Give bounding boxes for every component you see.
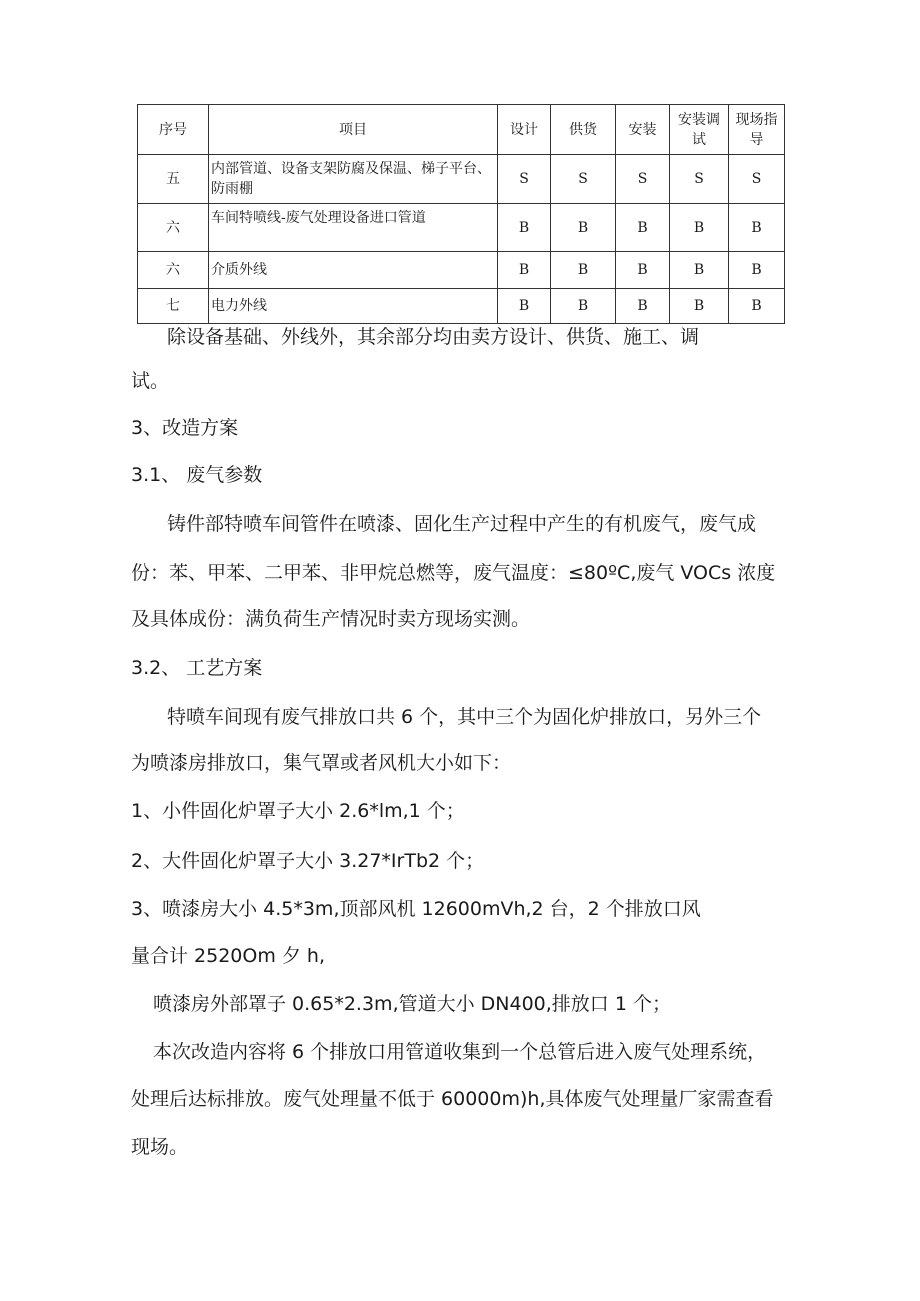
header-cell: 序号 <box>138 105 209 155</box>
cell-install: B <box>616 252 670 289</box>
cell-guide: S <box>729 155 785 204</box>
list-item-cont: 喷漆房外部罩子 0.65*2.3m,管道大小 DN400,排放口 1 个； <box>153 993 671 1015</box>
section-heading: 3、改造方案 <box>131 417 239 439</box>
cell-install: B <box>616 204 670 252</box>
header-cell: 供货 <box>551 105 616 155</box>
cell-no: 五 <box>138 155 209 204</box>
cell-no: 七 <box>138 289 209 324</box>
cell-install: S <box>616 155 670 204</box>
header-cell: 设计 <box>498 105 551 155</box>
cell-design: B <box>498 204 551 252</box>
paragraph-line: 份：苯、甲苯、二甲苯、非甲烷总燃等，废气温度：≤80ºC,废气 VOCs 浓度 <box>131 562 776 584</box>
note-paragraph: 除设备基础、外线外，其余部分均由卖方设计、供货、施工、调 <box>167 326 700 348</box>
paragraph-line: 铸件部特喷车间管件在喷漆、固化生产过程中产生的有机废气，废气成 <box>167 513 757 535</box>
note-paragraph-cont: 试。 <box>131 370 170 392</box>
header-cell: 项目 <box>209 105 498 155</box>
header-cell: 安装 <box>616 105 670 155</box>
table-header-row <box>138 105 785 155</box>
cell-design: B <box>498 289 551 324</box>
subsection-heading: 3.2、 工艺方案 <box>131 657 263 679</box>
paragraph-line: 处理后达标排放。废气处理量不低于 60000m)h,具体废气处理量厂家需查看 <box>131 1088 774 1110</box>
paragraph-line: 及具体成份：满负荷生产情况时卖方现场实测。 <box>131 608 531 630</box>
list-item: 2、大件固化炉罩子大小 3.27*IrTb2 个； <box>131 850 485 872</box>
cell-commission: S <box>670 155 729 204</box>
cell-install: B <box>616 289 670 324</box>
list-item: 3、喷漆房大小 4.5*3m,顶部风机 12600mVh,2 台，2 个排放口风 <box>131 898 701 920</box>
list-item-cont: 量合计 2520Om 夕 h, <box>131 945 326 967</box>
table-row <box>138 252 785 289</box>
paragraph-line: 现场。 <box>131 1136 189 1158</box>
cell-item: 车间特喷线-废气处理设备进口管道 <box>209 204 498 252</box>
cell-item: 介质外线 <box>209 252 498 289</box>
cell-commission: B <box>670 252 729 289</box>
cell-design: B <box>498 252 551 289</box>
paragraph-line: 为喷漆房排放口，集气罩或者风机大小如下： <box>131 752 512 774</box>
cell-commission: B <box>670 289 729 324</box>
scope-table <box>137 104 785 324</box>
cell-guide: B <box>729 204 785 252</box>
cell-guide: B <box>729 252 785 289</box>
cell-supply: B <box>551 289 616 324</box>
header-cell: 安装调试 <box>670 105 729 155</box>
cell-commission: B <box>670 204 729 252</box>
cell-no: 六 <box>138 204 209 252</box>
cell-design: S <box>498 155 551 204</box>
cell-supply: S <box>551 155 616 204</box>
cell-no: 六 <box>138 252 209 289</box>
list-item: 1、小件固化炉罩子大小 2.6*lm,1 个； <box>131 800 465 822</box>
header-cell: 现场指导 <box>729 105 785 155</box>
table-row <box>138 289 785 324</box>
table-row <box>138 155 785 204</box>
cell-supply: B <box>551 252 616 289</box>
cell-item: 电力外线 <box>209 289 498 324</box>
table-row <box>138 204 785 252</box>
paragraph-line: 本次改造内容将 6 个排放口用管道收集到一个总管后进入废气处理系统， <box>153 1041 767 1063</box>
cell-guide: B <box>729 289 785 324</box>
cell-supply: B <box>551 204 616 252</box>
subsection-heading: 3.1、 废气参数 <box>131 464 263 486</box>
paragraph-line: 特喷车间现有废气排放口共 6 个，其中三个为固化炉排放口，另外三个 <box>167 706 762 728</box>
cell-item: 内部管道、设备支架防腐及保温、梯子平台、防雨棚 <box>209 155 498 204</box>
